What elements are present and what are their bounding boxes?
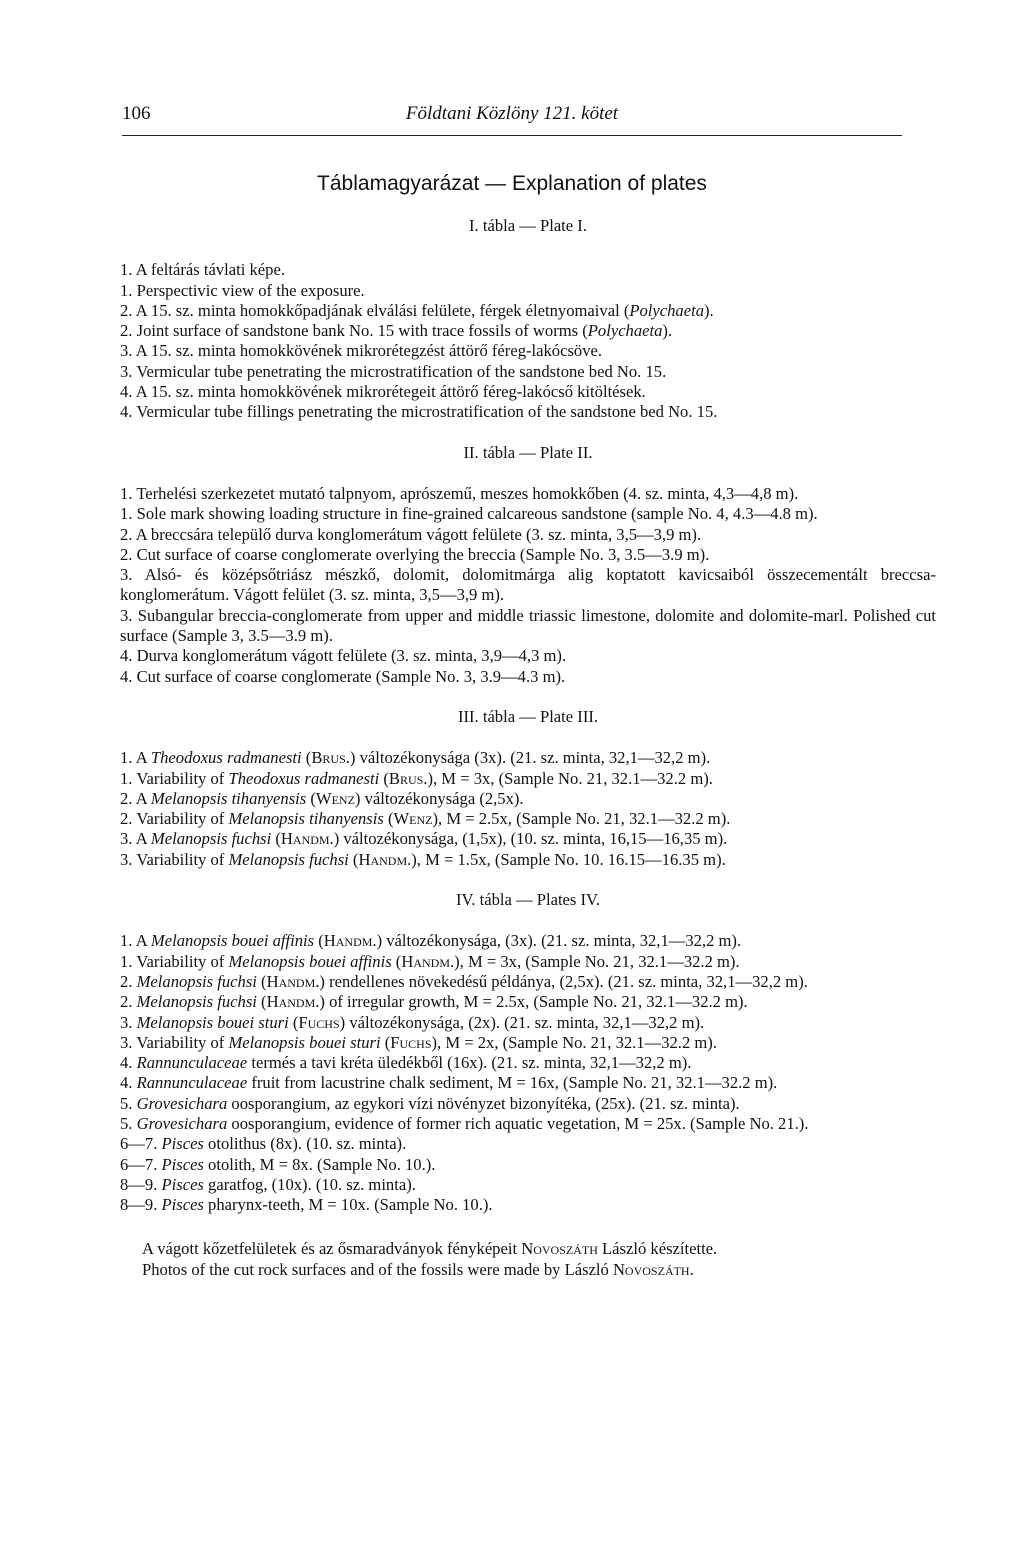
italic-text: Polychaeta [629,300,704,320]
plate-item [120,260,936,280]
plate-item [120,1013,936,1033]
text-run: ( [306,788,316,808]
item-number: 1. [120,280,133,300]
italic-text: Melanopsis fuchsi [150,829,272,849]
author-name: Handm. [323,931,377,951]
item-number: 3. [120,1032,133,1052]
plate-item [120,402,936,422]
author-name: Fuchs [298,1012,340,1032]
text-run: A feltárás távlati képe. [135,260,285,280]
item-number: 1. [120,504,133,524]
item-number: 3. [120,361,133,381]
item-number: 1. [120,768,133,788]
plate-item [120,667,936,687]
text-run: A [135,748,151,768]
text-run: Sole mark showing loading structure in fine-grained calcareous sandstone (sample No. 4, 4.3—4.8 m). [136,504,818,524]
item-number: 6—7. [120,1154,158,1174]
item-number: 3. [120,1012,133,1032]
text-run: ( [271,829,281,849]
text-run: A vágott kőzetfelületek és az ősmaradványok fényképeit [142,1239,522,1259]
plate-item [120,769,936,789]
text-run: ), M = 2.5x, (Sample No. 21, 32.1—32.2 m). [432,809,731,829]
item-number: 2. [120,544,133,564]
plate-item [120,1053,936,1073]
text-run: Vermicular tube fillings penetrating the microstratification of the sandstone bed No. 15. [136,402,718,422]
author-name: Novoszáth [521,1239,598,1259]
text-run: Variability of [136,809,229,829]
item-number: 3. [120,849,133,869]
text-run: A 15. sz. minta homokkőpadjának elválási felülete, férgek életnyomaival ( [135,300,630,320]
italic-text: Melanopsis bouei affinis [150,931,315,951]
text-run: Variability of [136,1032,229,1052]
text-run: otolith, M = 8x. (Sample No. 10.). [203,1154,436,1174]
plate-item [120,301,936,321]
author-name: Handm. [280,829,334,849]
plate-item [120,1134,936,1154]
text-run: ), M = 3x, (Sample No. 21, 32.1—32.2 m). [427,768,713,788]
author-name: Fuchs [390,1032,432,1052]
item-number: 1. [120,483,133,503]
text-run: ( [348,849,359,869]
italic-text: Polychaeta [587,321,663,341]
italic-text: Melanopsis tihanyensis [150,788,307,808]
plate-item [120,789,936,809]
italic-text: Grovesichara [136,1093,228,1113]
italic-text: Pisces [161,1174,204,1194]
item-number: 4. [120,646,133,666]
item-number: 4. [120,1073,133,1093]
item-number: 5. [120,1113,133,1133]
plate-item [120,362,936,382]
text-run: oosporangium, az egykori vízi növényzet bizonyítéka, (25x). (21. sz. minta). [227,1093,740,1113]
text-run: fruit from lacustrine chalk sediment, M = 16x, (Sample No. 21, 32.1—32.2 m). [247,1073,778,1093]
text-run: Variability of [136,951,229,971]
text-run: A [135,931,151,951]
item-number: 2. [120,788,133,808]
italic-text: Melanopsis bouei affinis [228,951,392,971]
item-number: 1. [120,748,133,768]
plate-heading: I. tábla — Plate I. [469,216,587,235]
journal-title: Földtani Közlöny 121. kötet [405,103,619,124]
italic-text: Theodoxus radmanesti [150,748,302,768]
item-number: 5. [120,1093,133,1113]
italic-text: Melanopsis fuchsi [228,849,349,869]
item-number: 3. [120,605,133,625]
text-run: Alsó- és középsőtriász mészkő, dolomit, dolomitmárga alig koptatott kavicsaiból összecementált breccsa-konglomerátum. Vágott felület (3. sz. minta, 3,5—3,9 m). [120,565,937,605]
author-name: Handm. [266,971,320,991]
italic-text: Melanopsis bouei sturi [228,1032,381,1052]
text-run: Cut surface of coarse conglomerate overlying the breccia (Sample No. 3, 3.5—3.9 m). [136,544,710,564]
text-run: Cut surface of coarse conglomerate (Sample No. 3, 3.9—4.3 m). [136,666,566,686]
plate-item [120,1033,936,1053]
item-number: 3. [120,829,133,849]
plate-item [120,1195,936,1215]
text-run: ) változékonysága (3x). (21. sz. minta, 32,1—32,2 m). [349,748,711,768]
plate-item [120,992,936,1012]
text-run: garatfog, (10x). (10. sz. minta). [203,1174,416,1194]
text-run: A [135,788,151,808]
author-name: Handm. [358,849,412,869]
plate-heading: II. tábla — Plate II. [463,442,593,462]
text-run: ( [256,992,267,1012]
text-run: Variability of [136,849,229,869]
item-number: 4. [120,402,133,422]
italic-text: Grovesichara [136,1113,228,1133]
plate-item [120,545,936,565]
italic-text: Melanopsis fuchsi [136,992,257,1012]
plates-content [120,216,936,1280]
page-number: 106 [122,103,151,124]
italic-text: Melanopsis fuchsi [136,971,257,991]
text-run: ( [314,931,324,951]
item-number: 1. [120,951,133,971]
plate-item [120,1155,936,1175]
header-rule [122,135,902,136]
text-run: ). [662,321,673,341]
item-number: 2. [120,300,133,320]
text-run: László készítette. [597,1239,718,1259]
text-run: ( [383,809,394,829]
page-title: Táblamagyarázat — Explanation of plates [317,172,707,195]
author-name: Novoszáth [612,1259,690,1279]
plate-item [120,829,936,849]
text-run: ), M = 3x, (Sample No. 21, 32.1—32.2 m). [454,951,740,971]
plate-item [120,321,936,341]
plate-item [120,972,936,992]
italic-text: Pisces [161,1134,204,1154]
plate-item [120,484,936,504]
author-name: Brus. [388,768,428,788]
credit-line [142,1260,936,1280]
text-run: . [689,1259,694,1279]
author-name: Handm. [266,992,320,1012]
text-run: Perspectivic view of the exposure. [136,280,365,300]
item-number: 2. [120,971,133,991]
plate-item [120,809,936,829]
item-number: 8—9. [120,1174,158,1194]
text-run: ) of irregular growth, M = 2.5x, (Sample No. 21, 32.1—32.2 m). [319,992,748,1012]
text-run: A [135,829,151,849]
plate-item [120,748,936,768]
plate-item [120,1114,936,1134]
italic-text: Melanopsis bouei sturi [136,1012,289,1032]
item-number: 4. [120,666,133,686]
text-run: Terhelési szerkezetet mutató talpnyom, aprószemű, meszes homokkőben (4. sz. minta, 4,3—4,8 m). [136,483,799,503]
text-run: ( [379,768,389,788]
italic-text: Rannunculaceae [136,1073,248,1093]
item-number: 2. [120,321,133,341]
plate-item [120,504,936,524]
plate-item [120,341,936,361]
item-number: 8—9. [120,1195,158,1215]
text-run: Photos of the cut rock surfaces and of the fossils were made by László [142,1259,613,1279]
photo-credits [120,1239,936,1280]
plate-item [120,931,936,951]
item-number: 1. [120,260,133,280]
author-name: Wenz [393,809,433,829]
text-run: pharynx-teeth, M = 10x. (Sample No. 10.). [203,1195,493,1215]
text-run: A 15. sz. minta homokkövének mikrorétegzést áttörő féreg-lakócsöve. [135,341,603,361]
author-name: Handm. [401,951,455,971]
author-name: Brus. [311,748,350,768]
item-number: 1. [120,931,133,951]
plate-item [120,646,936,666]
item-number: 4. [120,382,133,402]
text-run: Vermicular tube penetrating the microstratification of the sandstone bed No. 15. [136,361,667,381]
plate-item [120,850,936,870]
plate-item [120,1094,936,1114]
plate-item [120,606,936,647]
text-run: Variability of [136,768,229,788]
item-number: 4. [120,1053,133,1073]
plate-item [120,525,936,545]
text-run: otolithus (8x). (10. sz. minta). [203,1134,407,1154]
text-run: ( [301,748,312,768]
italic-text: Melanopsis tihanyensis [228,809,384,829]
text-run: oosporangium, evidence of former rich aquatic vegetation, M = 25x. (Sample No. 21.). [227,1113,809,1133]
plate-item [120,382,936,402]
text-run: ), M = 1.5x, (Sample No. 10. 16.15—16.35 m). [411,849,726,869]
italic-text: Theodoxus radmanesti [228,768,380,788]
text-run: ) változékonysága, (3x). (21. sz. minta, 32,1—32,2 m). [376,931,742,951]
text-run: Durva konglomerátum vágott felülete (3. sz. minta, 3,9—4,3 m). [136,646,567,666]
running-header [122,103,902,131]
text-run: ) rendellenes növekedésű példánya, (2,5x). (21. sz. minta, 32,1—32,2 m). [319,971,808,991]
plate-item [120,1175,936,1195]
item-number: 3. [120,341,133,361]
plate-item [120,952,936,972]
item-number: 3. [120,565,133,585]
plate-heading: IV. tábla — Plates IV. [455,890,601,910]
item-number: 2. [120,524,133,544]
text-run: ( [391,951,402,971]
italic-text: Pisces [161,1195,204,1215]
text-run: ). [704,300,714,320]
credit-line [142,1239,936,1259]
text-run: ) változékonysága (2,5x). [354,788,524,808]
plate-heading: III. tábla — Plate III. [457,706,599,726]
text-run: ), M = 2x, (Sample No. 21, 32.1—32.2 m). [431,1032,717,1052]
item-number: 2. [120,992,133,1012]
text-run: ( [380,1032,391,1052]
text-run: ( [288,1012,299,1032]
text-run: Joint surface of sandstone bank No. 15 with trace fossils of worms ( [136,321,588,341]
author-name: Wenz [315,788,355,808]
plate-item [120,1073,936,1093]
text-run: A breccsára települő durva konglomerátum vágott felülete (3. sz. minta, 3,5—3,9 m). [135,524,702,544]
italic-text: Rannunculaceae [136,1053,248,1073]
text-run: ) változékonysága, (2x). (21. sz. minta, 32,1—32,2 m). [339,1012,705,1032]
text-run: Subangular breccia-conglomerate from upper and middle triassic limestone, dolomite and dolomite-marl. Polished cut surface (Sample 3, 3.5—3.9 m). [120,605,936,646]
text-run: ( [256,971,267,991]
item-number: 2. [120,809,133,829]
text-run: ) változékonysága, (1,5x), (10. sz. minta, 16,15—16,35 m). [333,829,728,849]
text-run: termés a tavi kréta üledékből (16x). (21. sz. minta, 32,1—32,2 m). [247,1053,692,1073]
italic-text: Pisces [161,1154,204,1174]
text-run: A 15. sz. minta homokkövének mikrorétegeit áttörő féreg-lakócső kitöltések. [135,382,646,402]
plate-item [120,565,936,606]
item-number: 6—7. [120,1134,158,1154]
plate-item [120,281,936,301]
